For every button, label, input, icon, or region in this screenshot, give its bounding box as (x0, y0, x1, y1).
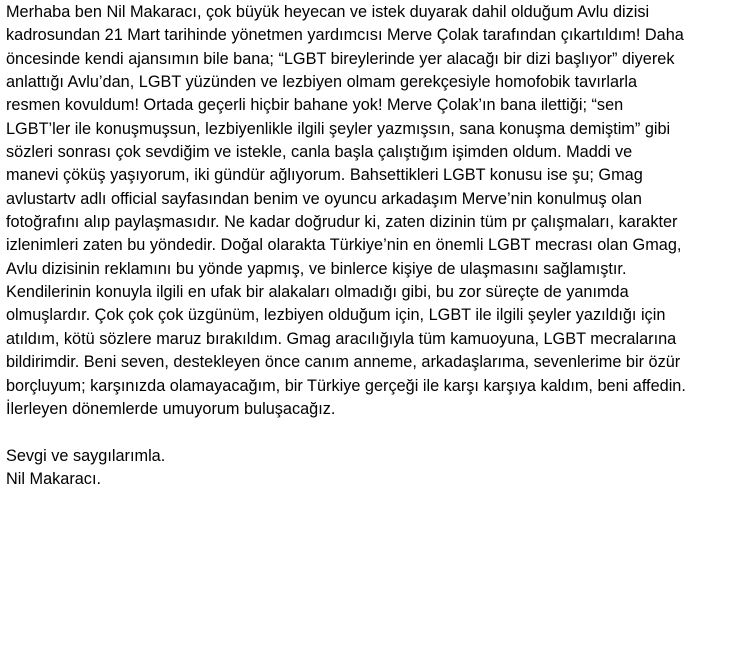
body-line: sözleri sonrası çok sevdiğim ve istekle, canla başla çalıştığım işimden oldum. Maddi ve (6, 143, 633, 162)
body-line: fotoğrafını alıp paylaşmasıdır. Ne kadar doğrudur ki, zaten dizinin tüm pr çalışmaları, karakter (6, 213, 678, 232)
body-line: atıldım, kötü sözlere maruz bırakıldım. Gmag aracılığıyla tüm kamuoyuna, LGBT mecralarına (6, 329, 677, 348)
body-line: öncesinde kendi ajansımın bile bana; “LGBT bireylerinde yer alacağı bir dizi başlıyor” diyerek (6, 49, 675, 68)
letter-closing: Sevgi ve saygılarımla. (6, 446, 166, 465)
body-line: olmuşlardır. Çok çok çok üzgünüm, lezbiyen olduğum için, LGBT ile ilgili şeyler yazıldığı için (6, 306, 666, 325)
body-line: kadrosundan 21 Mart tarihinde yönetmen yardımcısı Merve Çolak tarafından çıkartıldım! Daha (6, 26, 684, 45)
body-line: borçluyum; karşınızda olamayacağım, bir Türkiye gerçeği ile karşı karşıya kaldım, beni affedin. (6, 376, 686, 395)
body-line: Avlu dizisinin reklamını bu yönde yapmış, ve binlerce kişiye de ulaşmasını sağlamıştır. (6, 259, 627, 278)
body-line: izlenimleri zaten bu yöndedir. Doğal olarakta Türkiye’nin en önemli LGBT mecrası olan Gmag, (6, 236, 682, 255)
letter-document (6, 1, 746, 491)
body-line: anlattığı Avlu’dan, LGBT yüzünden ve lezbiyen olmam gerekçesiyle homofobik tavırlarla (6, 73, 638, 92)
body-line: manevi çöküş yaşıyorum, iki gündür ağlıyorum. Bahsettikleri LGBT konusu ise şu; Gmag (6, 166, 643, 185)
body-line: Kendilerinin konuyla ilgili en ufak bir alakaları olmadığı gibi, bu zor süreçte de yanımda (6, 283, 629, 302)
body-line: bildirimdir. Beni seven, destekleyen önce canım anneme, arkadaşlarıma, sevenlerime bir özür (6, 353, 681, 372)
body-line: resmen kovuldum! Ortada geçerli hiçbir bahane yok! Merve Çolak’ın bana ilettiği; “sen (6, 96, 624, 115)
paragraph-spacer (6, 421, 746, 444)
body-line: Merhaba ben Nil Makaracı, çok büyük heyecan ve istek duyarak dahil olduğum Avlu dizisi (6, 3, 650, 21)
body-line: avlustartv adlı official sayfasından benim ve oyuncu arkadaşım Merve’nin konulmuş olan (6, 189, 642, 208)
body-line: İlerleyen dönemlerde umuyorum buluşacağız. (6, 399, 336, 418)
body-line: LGBT’ler ile konuşmuşsun, lezbiyenlikle ilgili şeyler yazmışsın, sana konuşma demiştim” gibi (6, 119, 671, 138)
letter-signature: Nil Makaracı. (6, 469, 101, 488)
letter-body-paragraph (6, 1, 746, 421)
